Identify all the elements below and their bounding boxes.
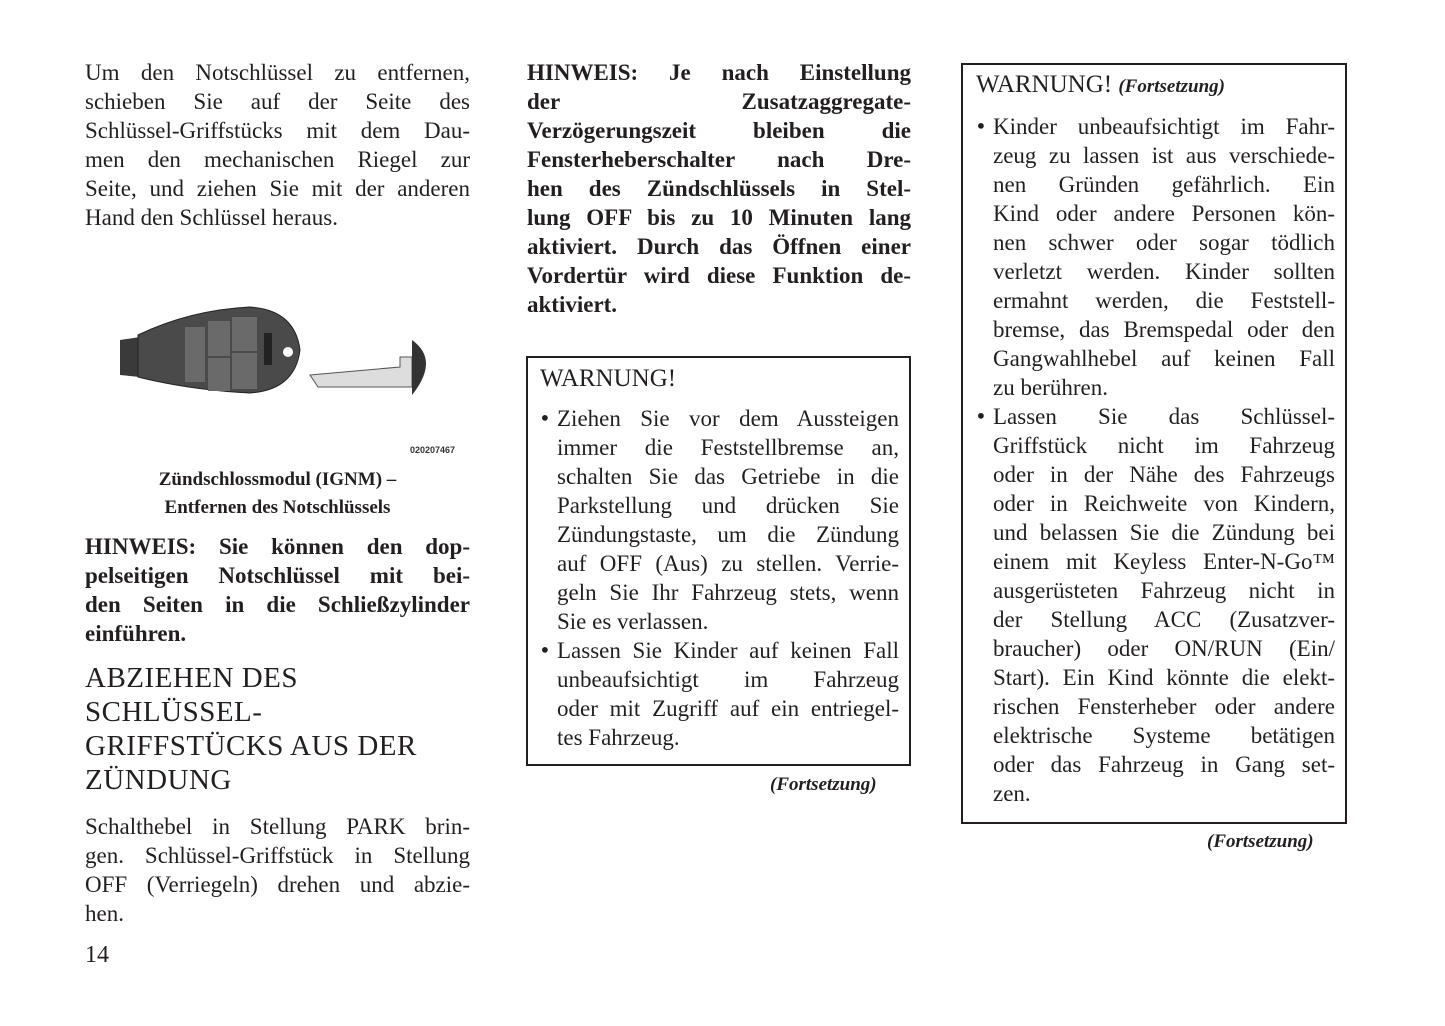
text-line: nen Gründen gefährlich. Ein <box>993 172 1335 197</box>
text-line: lung OFF bis zu 10 Minuten lang <box>527 205 911 230</box>
text-line: Verzögerungszeit bleiben die <box>527 118 911 143</box>
text-line: der Zusatzaggregate- <box>527 89 911 114</box>
text-line: der Stellung ACC (Zusatzver- <box>993 607 1335 632</box>
text-line: Lassen Sie das Schlüssel- <box>993 404 1335 429</box>
text-line: Fensterheberschalter nach Dre- <box>527 147 911 172</box>
caption-line: Entfernen des Notschlüssels <box>164 497 391 518</box>
text-line: Zündungstaste, um die Zündung <box>557 522 899 547</box>
bullet-item <box>975 112 1335 402</box>
warning-box-1 <box>526 356 911 766</box>
text-line: auf OFF (Aus) zu stellen. Verrie- <box>557 551 899 576</box>
text-line: Schalthebel in Stellung PARK brin- <box>85 814 470 839</box>
text-line: zen. <box>993 781 1031 806</box>
text-line: verletzt werden. Kinder sollten <box>993 259 1335 284</box>
bullet-icon: • <box>539 638 551 662</box>
text-line: HINWEIS: Je nach Einstellung <box>527 60 911 85</box>
text-line: immer die Feststellbremse an, <box>557 435 899 460</box>
continued-label: (Fortsetzung) <box>1207 831 1314 852</box>
text-line: oder in der Nähe des Fahrzeugs <box>993 462 1335 487</box>
text-line: hen. <box>85 901 124 926</box>
text-line: Gangwahlhebel auf keinen Fall <box>993 346 1335 371</box>
bullet-icon: • <box>975 404 987 428</box>
warning-bullets <box>539 404 899 752</box>
text-line: Start). Ein Kind könnte die elekt- <box>993 665 1335 690</box>
text-line: den Seiten in die Schließzylinder <box>85 592 470 617</box>
text-line: unbeaufsichtigt im Fahrzeug <box>557 667 899 692</box>
bullet-icon: • <box>975 114 987 138</box>
text-line: rischen Fensterheber oder andere <box>993 694 1335 719</box>
text-line: elektrische Systeme betätigen <box>993 723 1335 748</box>
text-line: oder in Reichweite von Kindern, <box>993 491 1335 516</box>
bullet-item <box>975 402 1335 808</box>
figure-caption <box>85 466 470 522</box>
continued-label: (Fortsetzung) <box>770 774 877 795</box>
text-line: tes Fahrzeug. <box>557 725 680 750</box>
bullet-item <box>539 404 899 636</box>
text-line: HINWEIS: Sie können den dop- <box>85 534 470 559</box>
heading-line: GRIFFSTÜCKS AUS DER <box>85 730 417 762</box>
page-number: 14 <box>85 942 109 968</box>
text-line: Hand den Schlüssel heraus. <box>85 205 338 230</box>
text-line: einführen. <box>85 621 187 646</box>
text-line: braucher) oder ON/RUN (Ein/ <box>993 636 1335 661</box>
text-line: schieben Sie auf der Seite des <box>85 89 470 114</box>
text-line: aktiviert. <box>527 292 618 317</box>
heading-line: ABZIEHEN DES <box>85 662 299 694</box>
figure-code: 020207467 <box>410 445 456 455</box>
col2-note <box>527 58 911 319</box>
text-line: men den mechanischen Riegel zur <box>85 147 470 172</box>
text-line: Parkstellung und drücken Sie <box>557 493 899 518</box>
text-line: einem mit Keyless Enter-N-Go™ <box>993 549 1335 574</box>
text-line: Kinder unbeaufsichtigt im Fahr- <box>993 114 1335 139</box>
text-line: Lassen Sie Kinder auf keinen Fall <box>557 638 899 663</box>
text-line: Griffstück nicht im Fahrzeug <box>993 433 1335 458</box>
text-line: hen des Zündschlüssels in Stel- <box>527 176 911 201</box>
text-line: Vordertür wird diese Funktion de- <box>527 263 911 288</box>
col1-intro-paragraph <box>85 58 470 232</box>
warning-title: WARNUNG! <box>540 365 677 392</box>
text-line: zeug zu lassen ist aus verschiede- <box>993 143 1335 168</box>
col1-instructions-paragraph <box>85 812 470 928</box>
key-fob-figure <box>110 245 475 460</box>
text-line: und belassen Sie die Zündung bei <box>993 520 1335 545</box>
text-line: Schlüssel-Griffstücks mit dem Dau- <box>85 118 470 143</box>
heading-line: ZÜNDUNG <box>85 764 232 796</box>
text-line: Seite, und ziehen Sie mit der anderen <box>85 176 470 201</box>
col1-note <box>85 532 470 648</box>
caption-line: Zündschlossmodul (IGNM) – <box>158 469 397 490</box>
text-line: ermahnt werden, die Feststell- <box>993 288 1335 313</box>
warning-title <box>976 70 1225 102</box>
warning-title-text: WARNUNG! <box>976 71 1113 98</box>
text-line: gen. Schlüssel-Griffstück in Stellung <box>85 843 470 868</box>
section-heading <box>85 661 470 797</box>
heading-line: SCHLÜSSEL- <box>85 696 263 728</box>
text-line: geln Sie Ihr Fahrzeug stets, wenn <box>557 580 899 605</box>
key-fob-illustration <box>110 245 475 460</box>
warning-subtitle: (Fortsetzung) <box>1118 76 1225 97</box>
text-line: Ziehen Sie vor dem Aussteigen <box>557 406 899 431</box>
warning-bullets <box>975 112 1335 808</box>
text-line: ausgerüsteten Fahrzeug nicht in <box>993 578 1335 603</box>
text-line: oder das Fahrzeug in Gang set- <box>993 752 1335 777</box>
text-line: pelseitigen Notschlüssel mit bei- <box>85 563 470 588</box>
text-line: zu berühren. <box>993 375 1108 400</box>
bullet-icon: • <box>539 406 551 430</box>
text-line: aktiviert. Durch das Öffnen einer <box>527 234 911 259</box>
warning-box-2 <box>961 63 1347 824</box>
text-line: bremse, das Bremspedal oder den <box>993 317 1335 342</box>
text-line: nen schwer oder sogar tödlich <box>993 230 1335 255</box>
text-line: Um den Notschlüssel zu entfernen, <box>85 60 470 85</box>
text-line: Kind oder andere Personen kön- <box>993 201 1335 226</box>
text-line: Sie es verlassen. <box>557 609 709 634</box>
text-line: oder mit Zugriff auf ein entriegel- <box>557 696 899 721</box>
bullet-item <box>539 636 899 752</box>
text-line: schalten Sie das Getriebe in die <box>557 464 899 489</box>
text-line: OFF (Verriegeln) drehen und abzie- <box>85 872 470 897</box>
